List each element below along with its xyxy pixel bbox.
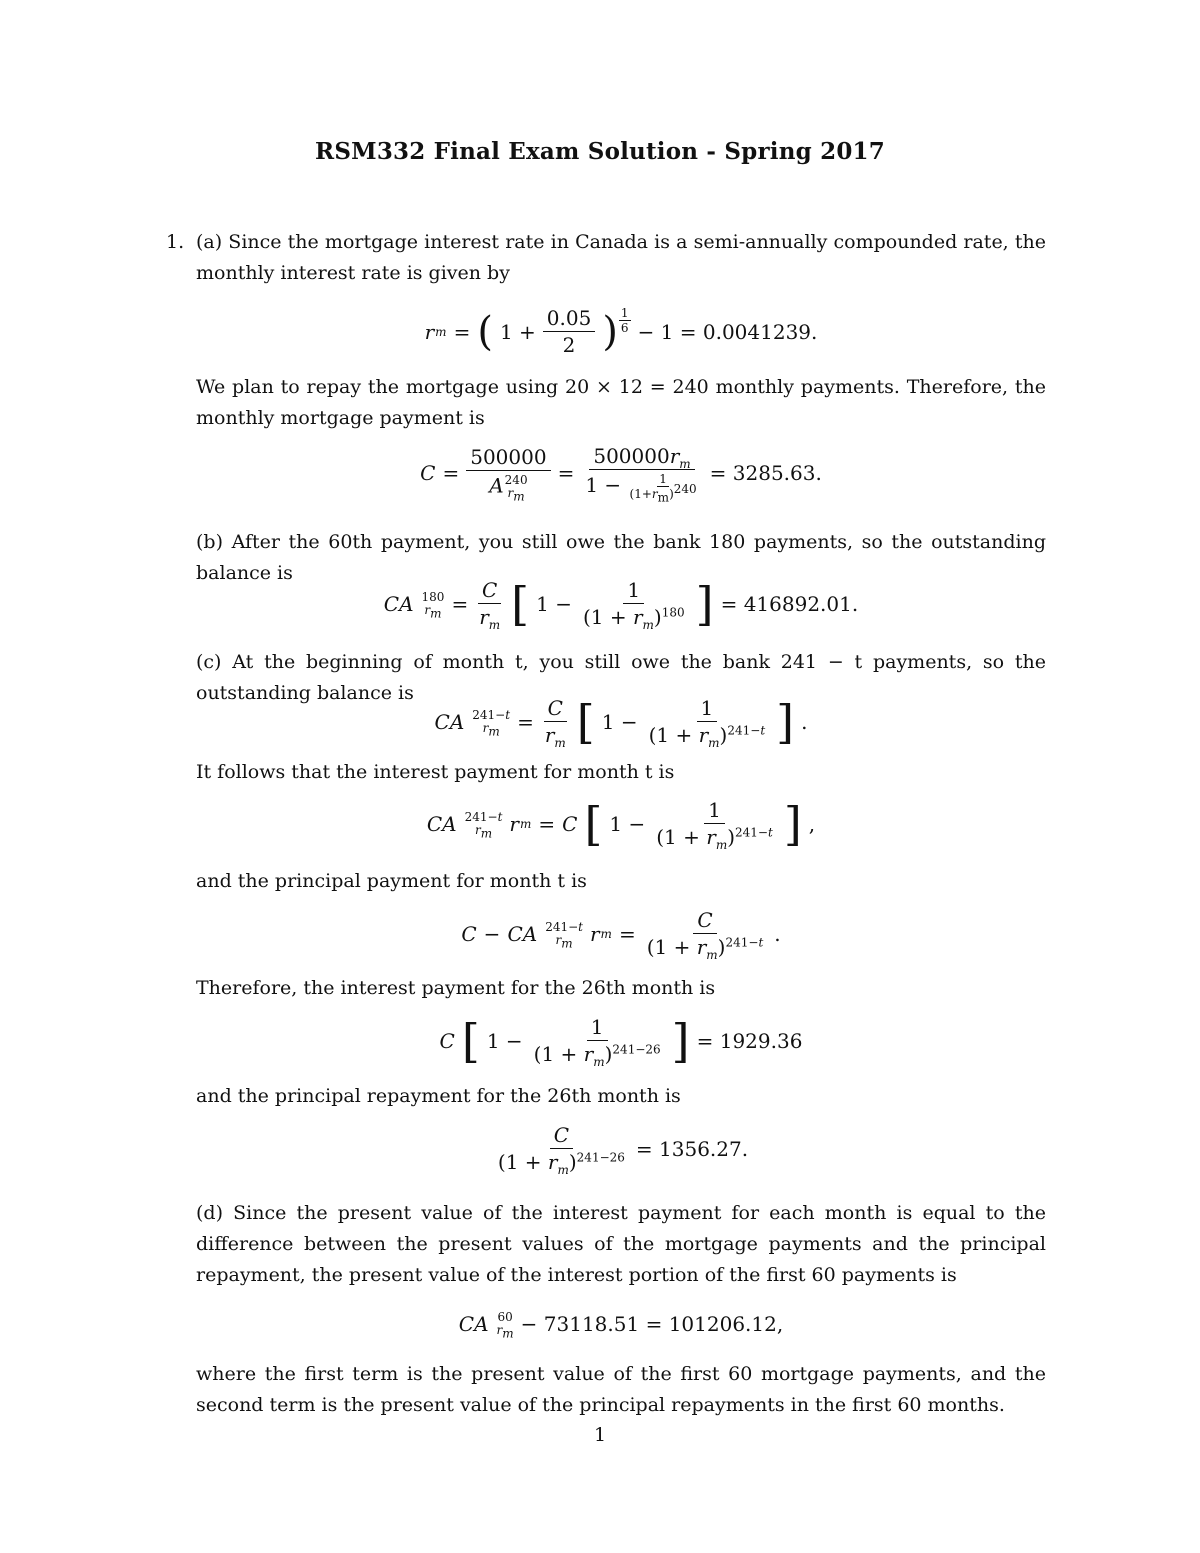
principal-month-t-equation: C − CA 241−t $r_m$ r m = $\frac{C}{(1 + r_m)^{241-t}}$ . [461, 908, 781, 962]
monthly-rate-result: − 1 = 0.0041239. [637, 319, 818, 344]
part-c-intro: (c) At the beginning of month t, you still owe the bank 241 − t payments, so the outstanding balance is [196, 651, 1046, 704]
principal-26th-equation: $\frac{C}{(1 + r_m)^{241-26}}$ = 1356.27. [497, 1123, 749, 1177]
page-number: 1 [593, 1424, 607, 1446]
interest-pv-equation: CA 60 $r_m$ − 73118.51 = 101206.12, [458, 1310, 784, 1341]
question-number: 1. [166, 231, 185, 253]
outstanding-balance-result: = 416892.01. [720, 591, 859, 616]
part-a-payments-text: We plan to repay the mortgage using 20 × 12 = 240 monthly payments. Therefore, the monthly mortgage payment is [196, 376, 1046, 429]
monthly-rate-equation: r m = ( 1 + $\frac{0.05}{2}$ ) $\frac{1}{6}$ − 1 = 0.0041239. [424, 306, 818, 357]
outstanding-balance-equation: CA 180 $r_m$ = $\frac{C}{r_m}$ [ 1 − $\frac{1}{(1 + r_m)^{180}}$ ] = 416892.01. [383, 576, 859, 632]
part-c-principal-text: and the principal payment for month t is [196, 870, 587, 892]
balance-month-t-equation: CA 241−t $r_m$ = $\frac{C}{r_m}$ [ 1 − $\frac{1}{(1 + r_m)^{241-t}}$ ] . [434, 694, 808, 750]
monthly-payment-result: = 3285.63. [709, 461, 822, 485]
page-title: RSM332 Final Exam Solution - Spring 2017 [315, 138, 885, 165]
part-b-text: (b) After the 60th payment, you still owe the bank 180 payments, so the outstanding balance is [196, 531, 1046, 584]
principal-26th-result: = 1356.27. [635, 1136, 749, 1161]
part-d-intro: (d) Since the present value of the interest payment for each month is equal to the difference between the present values of the mortgage payments and the principal repayment, the present value of the interest portion of the first 60 payments is [196, 1202, 1046, 1286]
monthly-payment-equation: C = 500000 A 240 $r_m$ = $500000r_m$ 1 − $\frac{1}{(1+r_m)^{240}}$ = 3285.63. [420, 444, 822, 505]
part-c-interest-text: It follows that the interest payment for month t is [196, 761, 675, 783]
part-c-26th-interest-text: Therefore, the interest payment for the 26th month is [196, 977, 716, 999]
part-a-intro: (a) Since the mortgage interest rate in Canada is a semi-annually compounded rate, the monthly interest rate is given by [196, 231, 1046, 284]
interest-26th-equation: C [ 1 − $\frac{1}{(1 + r_m)^{241-26}}$ ] = 1929.36 [439, 1013, 803, 1069]
part-d-conclusion: where the first term is the present value of the first 60 mortgage payments, and the second term is the present value of the principal repayments in the first 60 months. [196, 1363, 1046, 1416]
interest-26th-result: = 1929.36 [696, 1028, 803, 1053]
interest-pv-result: − 73118.51 = 101206.12, [520, 1312, 784, 1336]
interest-month-t-equation: CA 241−t $r_m$ r m = C [ 1 − $\frac{1}{(1 + r_m)^{241-t}}$ ] , [426, 796, 816, 852]
part-c-26th-principal-text: and the principal repayment for the 26th month is [196, 1085, 681, 1107]
